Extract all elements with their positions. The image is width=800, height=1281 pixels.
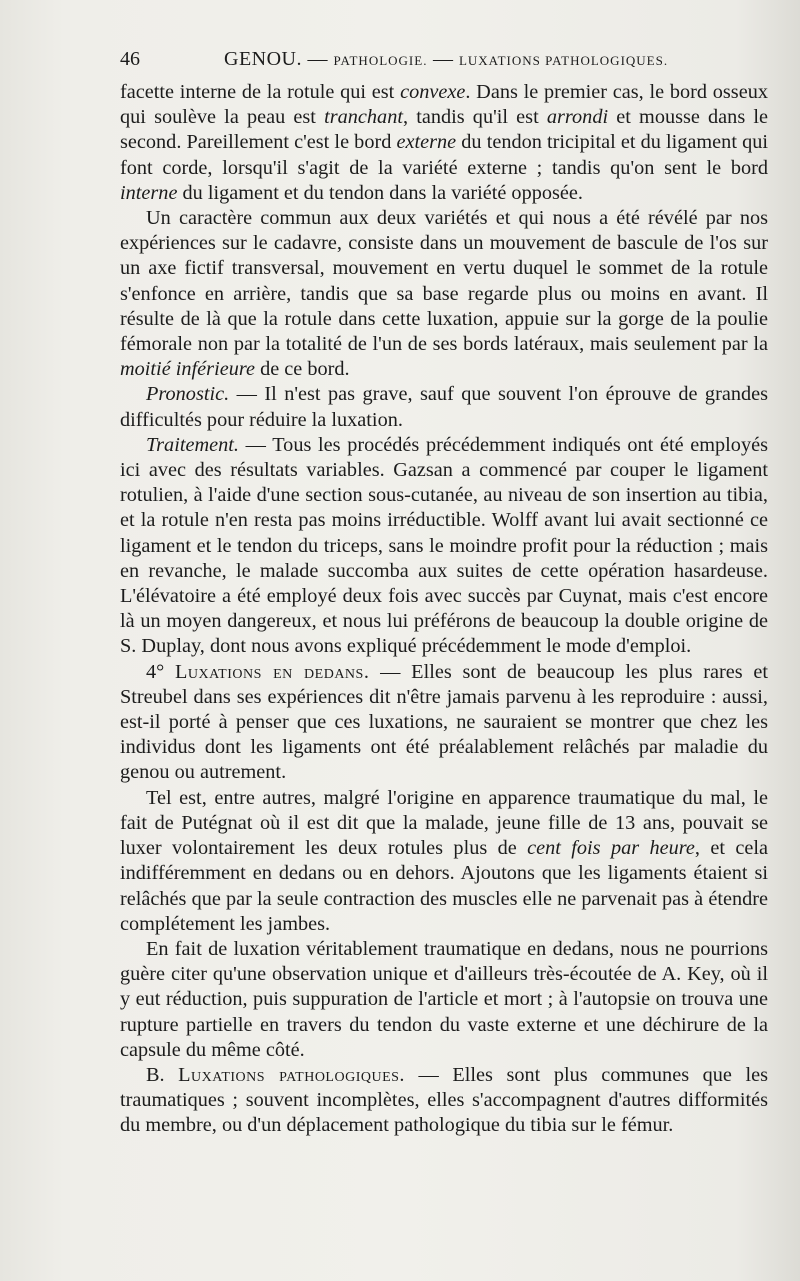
- paragraph-7: [120, 937, 768, 1063]
- text-run: et mousse dans le second. Pareillement c'est le bord: [120, 106, 769, 154]
- text-run: B.: [146, 1063, 179, 1086]
- text-run: Un caractère commun aux deux variétés et qui nous a été révélé par nos expériences sur le cadavre, consiste dans un mouvement de bascule de l'os sur un axe fictif transversal, mouvement en vertu duquel le sommet de la rotule s'enfonce en arrière, tandis que sa base regarde plus ou moins en avant. Il résulte de là que la rotule dans cette luxation, appuie sur la gorge de la poulie fémorale non par la totalité de l'un de ses bords latéraux, mais seulement par la: [120, 207, 768, 356]
- text-run: du ligament et du tendon dans la variété opposée.: [177, 181, 583, 204]
- italic-run: convexe: [400, 81, 466, 103]
- body-text: [120, 80, 768, 1139]
- text-run: , tandis qu'il est: [402, 106, 547, 129]
- italic-run: arrondi: [546, 106, 609, 129]
- text-run: — Il n'est pas grave, sauf que souvent l'on éprouve de grandes difficultés pour réduire la luxation.: [120, 383, 768, 431]
- section-heading-pronostic: Pronostic.: [146, 383, 230, 406]
- header-title: GENOU.: [224, 48, 302, 70]
- header-dash: —: [307, 48, 328, 70]
- header-section: PATHOLOGIE.: [333, 53, 428, 68]
- running-head: [224, 48, 668, 71]
- italic-run: tranchant: [324, 106, 403, 129]
- section-heading-luxations-pathologiques: Luxations pathologiques.: [178, 1063, 405, 1086]
- text-run: — Tous les procédés précédemment indiqués ont été employés ici avec des résultats variables. Gazsan a commencé par couper le ligament rotulien, à l'aide d'une section sous-cutanée, au niveau de son insertion au tibia, et la rotule n'en resta pas moins irréductible. Wolff avant lui avait sectionné ce ligament et le tendon du triceps, sans le moindre profit pour la réduction ; mais en revanche, le malade succomba aux suites de cette opération hasardeuse. L'élévatoire a été employé deux fois avec succès par Cuynat, mais c'est encore là un moyen dangereux, et nous lui préférons de beaucoup la double origine de S. Duplay, dont nous avons expliqué précédemment le mode d'emploi.: [120, 433, 768, 658]
- paragraph-luxations-en-dedans: [120, 660, 768, 786]
- page-number: 46: [120, 48, 140, 70]
- text-run: 4°: [146, 660, 175, 683]
- paragraph-2: [120, 206, 768, 382]
- italic-run: moitié inférieure: [120, 358, 255, 381]
- section-heading-traitement: Traitement.: [146, 433, 239, 456]
- page-header: [120, 48, 770, 74]
- text-run: En fait de luxation véritablement traumatique en dedans, nous ne pourrions guère citer qu'une observation unique et d'ailleurs très-écoutée de A. Key, où il y eut réduction, puis suppuration de l'article et mort ; à l'autopsie on trouva une rupture partielle en travers du tendon du vaste externe et une déchirure de la capsule du même côté.: [120, 937, 768, 1061]
- text-run: — Elles sont plus communes que les traumatiques ; souvent incomplètes, elles s'accompagnent d'autres difformités du membre, ou d'un déplacement pathologique du tibia sur le fémur.: [120, 1063, 769, 1137]
- section-heading-luxations-en-dedans: Luxations en dedans.: [175, 660, 370, 683]
- text-run: , et cela indifféremment en dedans ou en dehors. Ajoutons que les ligaments étaient si relâchés que par la seule contraction des muscles elle ne parvenait pas à étendre complétement les jambes.: [120, 837, 768, 935]
- italic-run: externe: [396, 131, 457, 154]
- text-run: . Dans le premier cas, le bord osseux qui soulève la peau est: [120, 81, 768, 129]
- paragraph-luxations-pathologiques: [120, 1063, 768, 1139]
- text-run: de ce bord.: [255, 358, 350, 381]
- header-subsection: LUXATIONS PATHOLOGIQUES.: [458, 53, 669, 68]
- text-run: du tendon tricipital et du ligament qui font corde, lorsqu'il s'agit de la variété externe ; tandis qu'on sent le bord: [120, 131, 768, 179]
- italic-run: cent fois par heure: [527, 837, 695, 860]
- italic-run: interne: [120, 181, 178, 204]
- text-run: facette interne de la rotule qui est: [120, 81, 401, 103]
- paragraph-6: [120, 786, 768, 937]
- text-run: Tel est, entre autres, malgré l'origine en apparence traumatique du mal, le fait de Putégnat où il est dit que la malade, jeune fille de 13 ans, pouvait se luxer volontairement les deux rotules plus de: [120, 786, 768, 860]
- paragraph-pronostic: [120, 382, 768, 432]
- paragraph-traitement: [120, 433, 768, 660]
- text-run: — Elles sont de beaucoup les plus rares et Streubel dans ses expériences dit n'être jamais parvenu à les reproduire : aussi, est-il porté à penser que ces luxations, ne sauraient se montrer que chez les individus dont les ligaments ont été préalablement relâchés par maladie du genou ou autrement.: [120, 660, 768, 784]
- paragraph-1: [120, 80, 768, 206]
- header-dash: —: [432, 48, 454, 70]
